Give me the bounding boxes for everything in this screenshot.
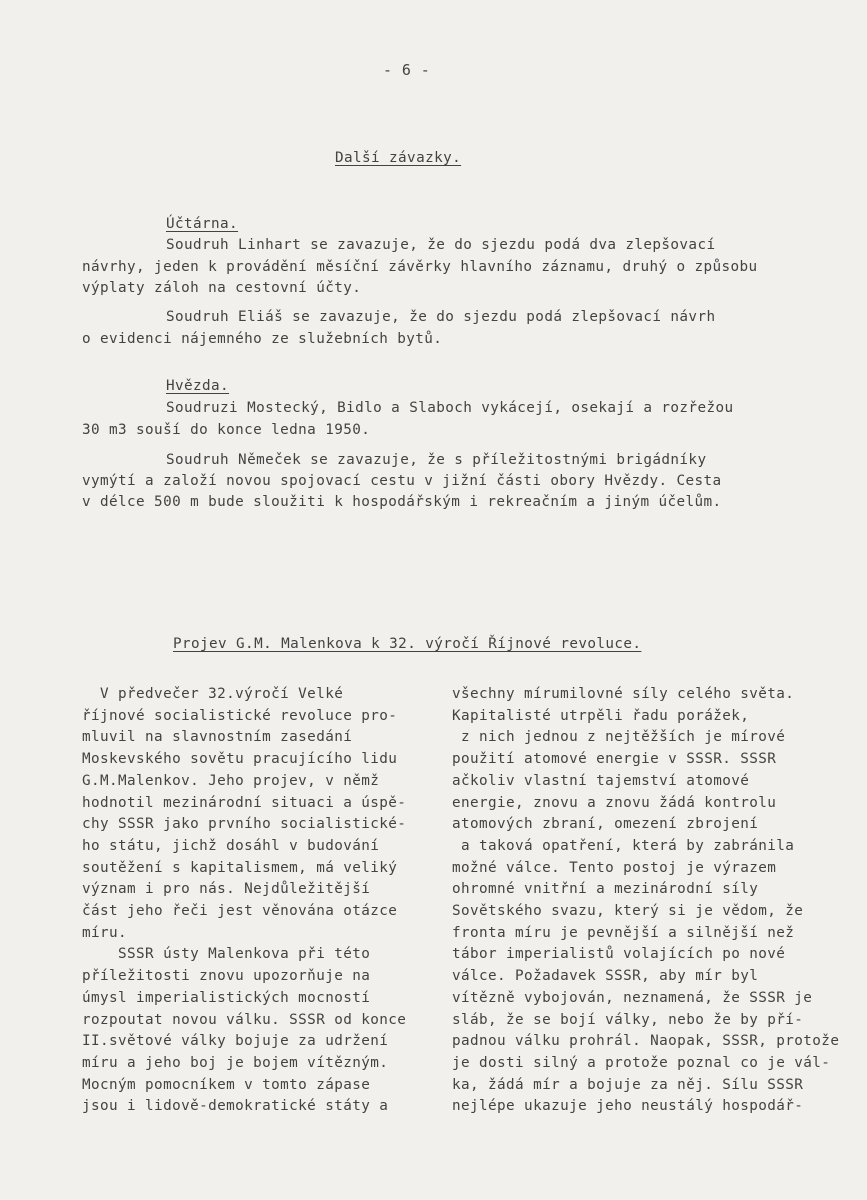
column-line: tábor imperialistů volajících po nové xyxy=(452,946,786,963)
column-line: příležitosti znovu upozorňuje na xyxy=(82,968,371,985)
column-line: atomových zbraní, omezení zbrojení xyxy=(452,816,759,833)
column-line: SSSR ústy Malenkova při této xyxy=(82,946,371,963)
column-line: ačkoliv vlastní tajemství atomové xyxy=(452,772,750,789)
column-line: sláb, že se bojí války, nebo že by pří- xyxy=(452,1011,804,1028)
subheading-hvezda: Hvězda. xyxy=(166,378,230,394)
paragraph-line: o evidenci nájemného ze služebních bytů. xyxy=(82,331,443,347)
column-line: ohromné vnitřní a mezinárodní síly xyxy=(452,881,759,898)
column-line: všechny mírumilovné síly celého světa. xyxy=(452,686,795,702)
column-line: fronta míru je pevnější a silnější než xyxy=(452,924,795,941)
column-line: říjnové socialistické revoluce pro- xyxy=(82,707,398,724)
column-line: význam i pro nás. Nejdůležitější xyxy=(82,881,371,898)
column-line: možné válce. Tento postoj je výrazem xyxy=(452,859,777,876)
paragraph-line: Soudruh Němeček se zavazuje, že s příležitostnými brigádníky xyxy=(166,452,707,468)
column-line: vítězně vybojován, neznamená, že SSSR je xyxy=(452,989,813,1006)
column-line: II.světové války bojuje za udržení xyxy=(82,1033,389,1050)
column-line: úmysl imperialistických mocností xyxy=(82,989,371,1006)
column-line: Kapitalisté utrpěli řadu porážek, xyxy=(452,707,750,724)
subheading-ucetna: Účtárna. xyxy=(166,216,239,232)
page-number: - 6 - xyxy=(383,61,431,79)
right-column xyxy=(452,684,839,1118)
column-line: z nich jednou z nejtěžších je mírové xyxy=(452,729,786,746)
column-line: Mocným pomocníkem v tomto zápase xyxy=(82,1076,371,1093)
column-line: Sovětského svazu, který si je vědom, že xyxy=(452,903,804,920)
paragraph-line: návrhy, jeden k provádění měsíční závěrky hlavního záznamu, druhý o způsobu xyxy=(82,259,758,275)
column-line: míru. xyxy=(82,924,128,941)
column-line: padnou válku prohrál. Naopak, SSSR, protože xyxy=(452,1033,840,1050)
column-line: a taková opatření, která by zabránila xyxy=(452,837,795,854)
column-line: ka, žádá mír a bojuje za něj. Sílu SSSR xyxy=(452,1076,804,1093)
left-column xyxy=(82,684,406,1118)
paragraph-line: Soudruzi Mostecký, Bidlo a Slaboch vykácejí, osekají a rozřežou xyxy=(166,400,734,416)
column-line: míru a jeho boj je bojem vítězným. xyxy=(82,1054,389,1071)
column-line: část jeho řeči jest věnována otázce xyxy=(82,903,398,920)
section-title-projev: Projev G.M. Malenkova k 32. výročí Říjnové revoluce. xyxy=(173,636,642,652)
column-line: nejlépe ukazuje jeho neustálý hospodář- xyxy=(452,1098,804,1115)
column-line: chy SSSR jako prvního socialistické- xyxy=(82,816,407,833)
column-line: jsou i lidově-demokratické státy a xyxy=(82,1098,389,1115)
paragraph-line: výplaty záloh na cestovní účty. xyxy=(82,280,362,296)
paragraph-line: 30 m3 souší do konce ledna 1950. xyxy=(82,422,371,438)
paragraph-line: Soudruh Linhart se zavazuje, že do sjezdu podá dva zlepšovací xyxy=(166,237,716,253)
column-line: ho státu, jichž dosáhl v budování xyxy=(82,837,380,854)
column-line: použití atomové energie v SSSR. SSSR xyxy=(452,751,777,768)
column-line: rozpoutat novou válku. SSSR od konce xyxy=(82,1011,407,1028)
column-line: je dosti silný a protože poznal co je vál- xyxy=(452,1054,831,1071)
column-line: G.M.Malenkov. Jeho projev, v němž xyxy=(82,772,380,789)
column-line: V předvečer 32.výročí Velké xyxy=(82,686,344,702)
column-line: válce. Požadavek SSSR, aby mír byl xyxy=(452,968,759,985)
column-line: energie, znovu a znovu žádá kontrolu xyxy=(452,794,777,811)
column-line: mluvil na slavnostním zasedání xyxy=(82,729,353,746)
column-line: soutěžení s kapitalismem, má veliký xyxy=(82,859,398,876)
paragraph-line: v délce 500 m bude sloužiti k hospodářským i rekreačním a jiným účelům. xyxy=(82,494,722,510)
column-line: Moskevského sovětu pracujícího lidu xyxy=(82,751,398,768)
paragraph-line: vymýtí a založí novou spojovací cestu v jižní části obory Hvězdy. Cesta xyxy=(82,473,722,489)
column-line: hodnotil mezinárodní situaci a úspě- xyxy=(82,794,407,811)
paragraph-line: Soudruh Eliáš se zavazuje, že do sjezdu podá zlepšovací návrh xyxy=(166,309,716,325)
section-title-zavazky: Další závazky. xyxy=(335,150,462,166)
